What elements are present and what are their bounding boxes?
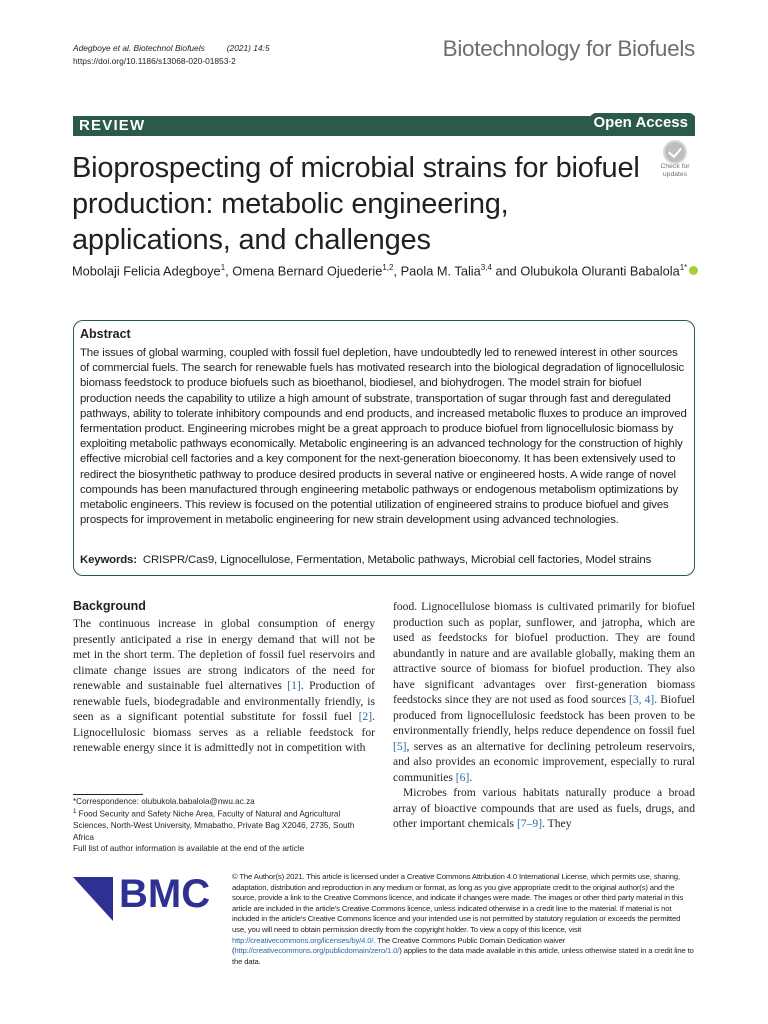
author-affiliation-sup: 1,2 [382, 263, 394, 272]
keywords [80, 554, 651, 566]
citation-link[interactable]: [3, 4] [629, 693, 655, 706]
license-text: © The Author(s) 2021. This article is licensed under a Creative Commons Attribution 4.0 International License, which permits use, sharing, adaptation, distribution and reproduction in any medium or format, as long as you give appropriate credit to the original author(s) and the source, provide a link to the Creative Commons licence, and indicate if changes were made. The images or other third party material in this article are included in the article's Creative Commons licence, unless indicated otherwise in a credit line to the material. If material is not included in the article's Creative Commons licence and your intended use is not permitted by statutory regulation or exceeds the permitted use, you will need to obtain permission directly from the copyright holder. To view a copy of this licence, visit http://creativecommons.org/licenses/by/4.0/. The Creative Commons Public Domain Dedication waiver (http://creativecommons.org/publicdomain/zero/1.0/) applies to the data made available in this article, unless otherwise stated in a credit line to the data. [232, 872, 694, 966]
open-access-label: Open Access [591, 113, 692, 133]
bmc-logo [73, 872, 223, 927]
citation-link[interactable]: [2] [358, 710, 373, 723]
article-title: Bioprospecting of microbial strains for biofuel production: metabolic engineering, applications, and challenges [72, 152, 640, 256]
public-domain-link[interactable]: http://creativecommons.org/publicdomain/zero/1.0/ [234, 946, 400, 956]
author-affiliation-sup: 3,4 [480, 263, 492, 272]
author-name[interactable]: Omena Bernard Ojuederie [232, 263, 383, 279]
author-name[interactable]: Olubukola Oluranti Babalola [520, 263, 680, 279]
orcid-icon[interactable] [689, 266, 698, 275]
check-for-updates-badge[interactable] [655, 140, 695, 180]
body-paragraph: Microbes from various habitats naturally produce a broad array of bioactive compounds that are used as fuels, drugs, and other important chemicals [7–9]. They [393, 786, 695, 830]
author-name[interactable]: Paola M. Talia [400, 263, 481, 279]
footnote-divider [73, 794, 143, 795]
journal-name: Biotechnology for Biofuels [442, 36, 695, 61]
bmc-logo-text: BMC [119, 872, 211, 916]
body-paragraph: food. Lignocellulose biomass is cultivated primarily for biofuel production such as poplar, sunflower, and jatropha, which are used as feedstocks for biofuel production. They are found abundantly in nature and are available globally, making them an attractive source of biomass for biofuel production. They also have significant advantages over first-generation biomass feedstocks since they are not used as food sources [3, 4]. Biofuel produced from lignocellulosic feedstock has been proven to be environmentally friendly, helps reduce dependence on fossil fuel [5], serves as an alternative for declining petroleum reservoirs, and also provides an economic improvement, especially to rural communities [6]. [393, 600, 695, 784]
body-paragraph: The continuous increase in global consumption of energy presently anticipated a rise in energy demand that will not be met in the short term. The depletion of fossil fuel reservoirs and climate change issues are strong indicators of the need for renewable and sustainable fuel alternatives [1]. Production of renewable fuels, biodegradable and environmentally friendly, is seen as a significant potential substitute for fossil fuel [2]. Lignocellulosic biomass serves as a reliable feedstock for renewable energy since it is admittedly not in competition with [73, 617, 375, 754]
affiliation: $^1$ Food Security and Safety Niche Area, Faculty of Natural and Agricultural Sciences, North-West University, Mmabatho, Private Bag X2046, 2735, South Africa [73, 809, 355, 842]
body-column-left [73, 598, 375, 756]
keywords-label: Keywords: [80, 554, 137, 566]
citation-header [73, 42, 270, 68]
section-heading-background: Background [73, 599, 146, 613]
citation-authors: Adegboye et al. Biotechnol Biofuels [73, 43, 205, 53]
article-type-label: REVIEW [79, 117, 146, 134]
author-affiliation-sup: 1* [679, 263, 688, 272]
author-name[interactable]: Mobolaji Felicia Adegboye [72, 263, 221, 279]
citation-link[interactable]: [6] [455, 770, 470, 784]
keywords-list: CRISPR/Cas9, Lignocellulose, Fermentation, Metabolic pathways, Microbial cell factories, Model strains [142, 554, 652, 566]
author-affiliation-sup: 1 [220, 263, 226, 272]
citation-link[interactable]: [5] [393, 739, 407, 753]
check-icon [663, 140, 687, 164]
body-column-right [393, 599, 695, 832]
author-list: Mobolaji Felicia Adegboye$^1$, Omena Bernard Ojuederie$^{1,2}$, Paola M. Talia$^{3,4}$ and Olubukola Oluranti Babalola$^{1*}$ [72, 263, 698, 278]
abstract-heading: Abstract [80, 327, 131, 341]
citation-link[interactable]: [1] [287, 679, 301, 692]
abstract-text: The issues of global warming, coupled with fossil fuel depletion, have undoubtedly led to renewed interest in other sources of commercial fuels. The search for renewable fuels has motivated research into the biological degradation of lignocellulosic biomass feedstock to produce biofuels such as bioethanol, biodiesel, and biohydrogen. The model strain for biofuel production needs the capability to utilize a high amount of substrate, transportation of sugar through fast and deregulated pathways, ability to tolerate inhibitory compounds and end products, and increased metabolic fluxes to produce an improved fermentation product. Engineering microbes might be a great approach to produce biofuel from lignocellulosic biomass by exploiting metabolic pathways economically. Metabolic engineering is an advanced technology for the construction of highly effective microbial cell factories and a key component for the next-generation bioeconomy. It has been extensively used to redirect the biosynthetic pathway to produce desired products in several native or engineered hosts. A wide range of novel compounds has been manufactured through engineering metabolic pathways or endogenous metabolism optimizations by metabolic engineers. This review is focused on the potential utilization of engineered strains to produce biofuel and gives prospects for improvement in metabolic engineering for new strain development using advanced technologies. [80, 347, 687, 527]
doi-link[interactable]: https://doi.org/10.1186/s13068-020-01853-2 [73, 56, 236, 66]
citation-link[interactable]: [7–9] [516, 817, 543, 830]
license-link[interactable]: http://creativecommons.org/licenses/by/4.0/ [232, 935, 374, 945]
full-author-info-note: Full list of author information is available at the end of the article [73, 843, 305, 853]
footnotes [73, 796, 375, 854]
correspondence[interactable]: *Correspondence: olubukola.babalola@nwu.ac.za [73, 797, 255, 806]
check-badge-label: Check for updates [660, 163, 690, 178]
citation-year: (2021) 14:5 [226, 43, 270, 53]
